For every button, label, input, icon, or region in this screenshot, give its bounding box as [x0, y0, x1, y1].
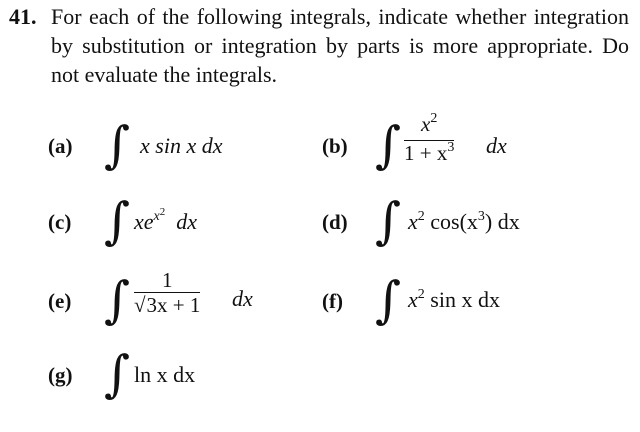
- item-c-integrand: $xe^{x^2}$ dx: [134, 206, 198, 234]
- item-b-numerator: x: [421, 112, 431, 136]
- item-g-integrand: ln x dx: [134, 362, 196, 387]
- integral-sign: ∫: [104, 271, 131, 329]
- item-g-label: (g): [48, 363, 73, 387]
- item-e-fraction: [134, 268, 200, 317]
- item-f-label: (f): [322, 289, 343, 313]
- item-b-label: (b): [322, 134, 348, 158]
- item-a-integrand: x sin x dx: [140, 133, 223, 158]
- integral-sign: ∫: [104, 345, 131, 403]
- item-a-label: (a): [48, 134, 73, 158]
- item-d-integrand: $x^2$ $\cos(x^3)$ dx: [408, 209, 520, 234]
- item-f-integrand: $x^2$ sin x dx: [408, 287, 500, 312]
- problem-statement: [9, 2, 629, 89]
- integral-sign: ∫: [104, 192, 131, 250]
- integral-sign: ∫: [375, 271, 402, 329]
- item-e-numerator: 1: [134, 268, 200, 293]
- item-d-label: (d): [322, 210, 348, 234]
- item-b-differential: dx: [486, 133, 507, 158]
- item-b-denominator: 1 + x: [404, 141, 448, 165]
- problem-number: 41.: [9, 4, 37, 29]
- item-b-fraction: $\frac{x^2}{1 + x^3}$: [404, 111, 455, 165]
- item-e-differential: dx: [232, 286, 253, 311]
- item-c-label: (c): [48, 210, 72, 234]
- integral-sign: ∫: [104, 116, 131, 174]
- integral-sign: ∫: [375, 192, 402, 250]
- item-e-label: (e): [48, 289, 72, 313]
- integral-sign: ∫: [375, 116, 402, 174]
- item-e-radical: √3x + 1: [134, 293, 201, 317]
- problem-text: For each of the following integrals, indicate whether integration by substitution or integration by parts is more appropriate. Do not evaluate the integrals.: [51, 4, 629, 87]
